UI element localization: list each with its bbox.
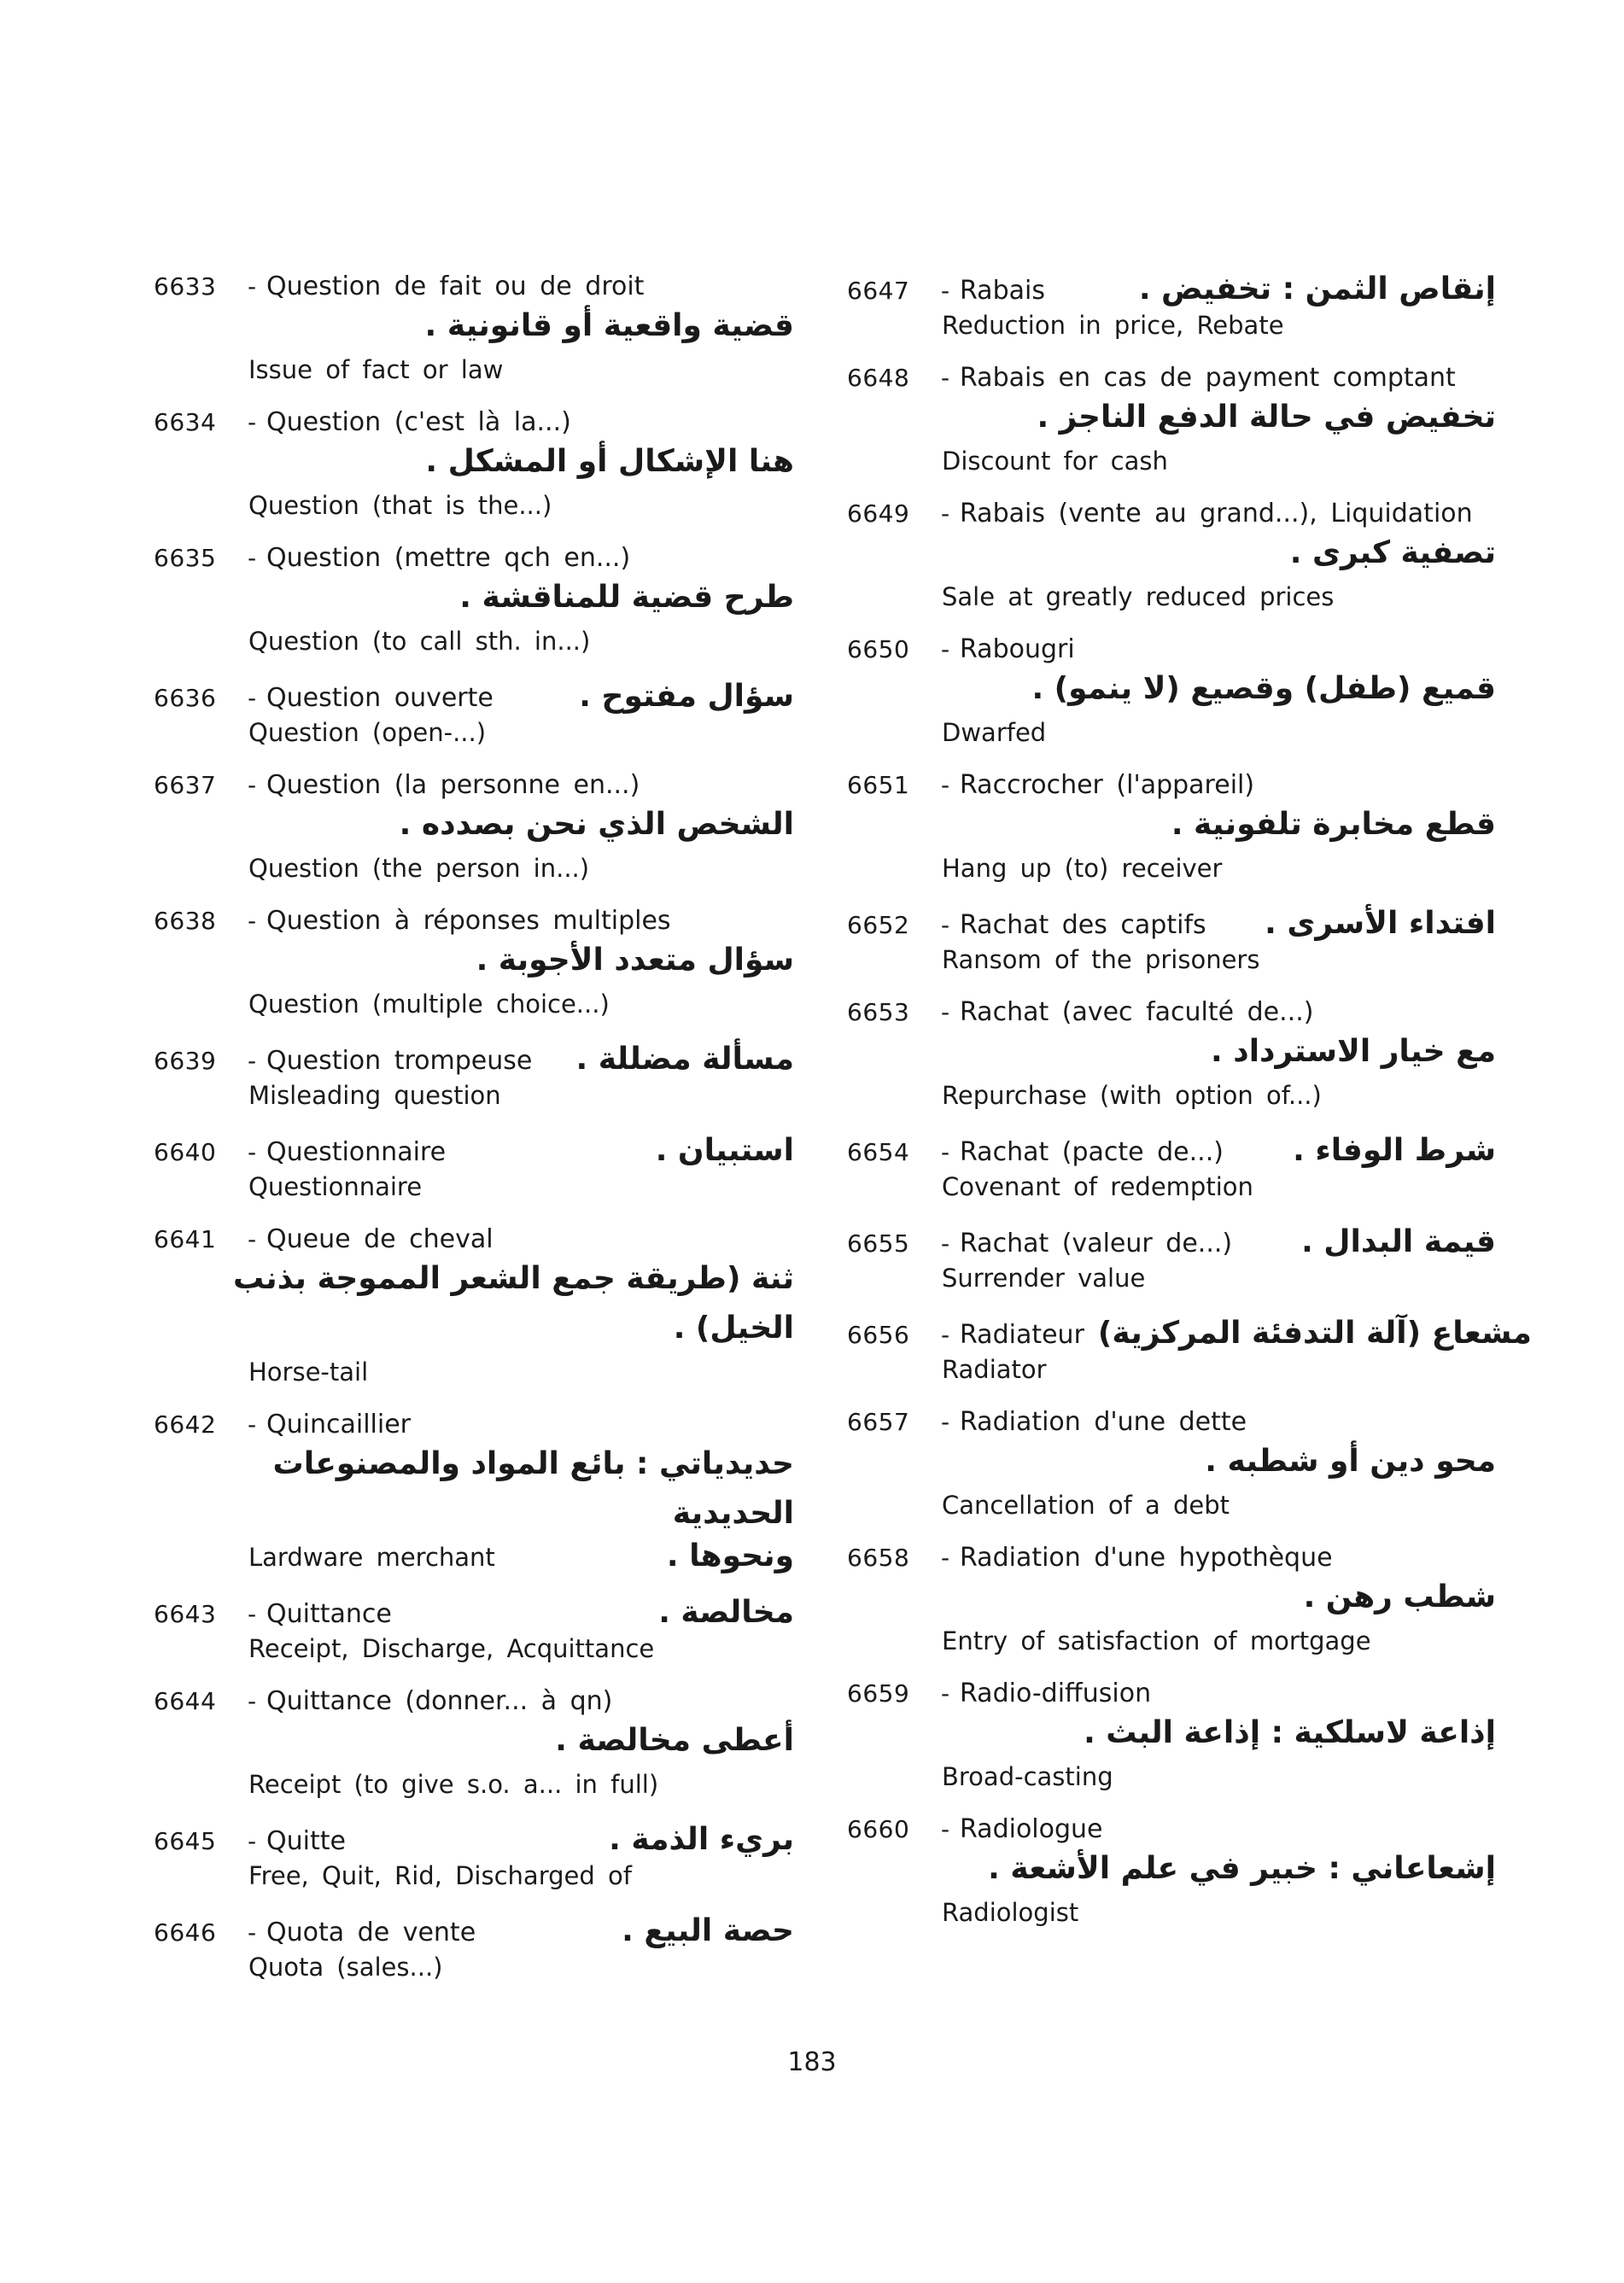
french-term: Question de fait ou de droit [266, 272, 645, 301]
entry-number: 6656 [847, 1321, 910, 1349]
entry-number: 6634 [154, 408, 217, 436]
arabic-term: قطع مخابرة تلفونية . [1171, 807, 1496, 842]
entry-6646: 6646 - Quota de vente حصة البيع . Quota (sales...) [154, 1913, 794, 1986]
french-term: Queue de cheval [266, 1224, 494, 1254]
arabic-term: إذاعة لاسلكية : إذاعة البث . [1084, 1715, 1496, 1750]
french-term: Rachat (avec faculté de...) [960, 997, 1314, 1027]
entry-number: 6638 [154, 907, 217, 935]
french-term: Question (mettre qch en...) [266, 543, 631, 573]
entry-number: 6657 [847, 1408, 910, 1436]
english-term: Free, Quit, Rid, Discharged of [248, 1861, 632, 1890]
french-term: Quincaillier [266, 1410, 411, 1439]
french-term: Quota de vente [266, 1918, 476, 1947]
right-column [847, 272, 1532, 1950]
english-term: Radiator [942, 1355, 1047, 1384]
english-term: Question (open-...) [248, 718, 487, 747]
entry-number: 6645 [154, 1827, 217, 1855]
arabic-term: شرط الوفاء . [1293, 1133, 1496, 1168]
entry-6637: 6637 - Question (la personne en...) الشخص الذي نحن بصدده . Question (the person in...) [154, 770, 794, 887]
english-term: Issue of fact or law [248, 355, 504, 384]
arabic-term: ثنة (طريقة جمع الشعر المموجة بذنب الخيل) . [232, 1261, 794, 1346]
french-term: Radio-diffusion [960, 1679, 1152, 1708]
arabic-term: مسألة مضللة . [575, 1042, 794, 1077]
english-term: Cancellation of a debt [942, 1491, 1230, 1520]
french-term: Rabougri [960, 634, 1075, 664]
entry-number: 6650 [847, 635, 910, 663]
page-number: 183 [787, 2047, 837, 2077]
french-term: Radiateur [960, 1320, 1084, 1350]
french-term: Rabais [960, 276, 1045, 306]
english-term: Surrender value [942, 1264, 1146, 1293]
entry-6645: 6645 - Quitte بريء الذمة . Free, Quit, Rid, Discharged of [154, 1822, 794, 1895]
entry-number: 6643 [154, 1600, 217, 1628]
arabic-term: حصة البيع . [622, 1913, 794, 1948]
arabic-term: مخالصة . [658, 1595, 794, 1630]
arabic-term: محو دين أو شطبه . [1205, 1444, 1496, 1479]
entry-number: 6641 [154, 1225, 217, 1253]
french-term: Radiation d'une dette [960, 1407, 1247, 1437]
english-term: Quota (sales...) [248, 1953, 443, 1982]
entry-6657: 6657 - Radiation d'une dette محو دين أو شطبه . Cancellation of a debt [847, 1407, 1496, 1524]
arabic-term: سؤال مفتوح . [579, 679, 794, 714]
english-term: Hang up (to) receiver [942, 854, 1223, 883]
french-term: Question (c'est là la...) [266, 407, 571, 437]
entry-number: 6636 [154, 684, 217, 712]
entry-6653: 6653 - Rachat (avec faculté de...) مع خيار الاسترداد . Repurchase (with option of...) [847, 997, 1496, 1114]
french-term: Raccrocher (l'appareil) [960, 770, 1255, 800]
french-term: Question à réponses multiples [266, 906, 671, 936]
entry-6651: 6651 - Raccrocher (l'appareil) قطع مخابرة تلفونية . Hang up (to) receiver [847, 770, 1496, 887]
arabic-term: حديدياتي : بائع المواد والمصنوعات الحديدية [272, 1446, 794, 1531]
english-term: Sale at greatly reduced prices [942, 582, 1335, 611]
english-term: Ransom of the prisoners [942, 945, 1260, 974]
arabic-term: إنقاص الثمن : تخفيض . [1138, 272, 1496, 307]
english-term: Radiologist [942, 1898, 1079, 1927]
entry-number: 6653 [847, 998, 910, 1026]
english-term: Question (the person in...) [248, 854, 590, 883]
entry-6650: 6650 - Rabougri قميع (طفل) وقصيع (لا ينمو) . Dwarfed [847, 634, 1496, 751]
english-term: Questionnaire [248, 1172, 423, 1201]
english-term: Receipt, Discharge, Acquittance [248, 1634, 655, 1663]
french-term: Rachat des captifs [960, 910, 1206, 940]
entry-number: 6660 [847, 1815, 910, 1843]
english-term: Question (multiple choice...) [248, 990, 610, 1019]
entry-6638: 6638 - Question à réponses multiples سؤال متعدد الأجوبة . Question (multiple choice...) [154, 906, 794, 1023]
english-term: Receipt (to give s.o. a... in full) [248, 1770, 659, 1799]
arabic-term: سؤال متعدد الأجوبة . [476, 943, 794, 978]
french-term: Rachat (valeur de...) [960, 1229, 1233, 1258]
entry-6648: 6648 - Rabais en cas de payment comptant تخفيض في حالة الدفع الناجز . Discount for cash [847, 363, 1496, 480]
english-term: Covenant of redemption [942, 1172, 1253, 1201]
entry-6644: 6644 - Quittance (donner... à qn) أعطى مخالصة . Receipt (to give s.o. a... in full) [154, 1686, 794, 1803]
entry-6652: 6652 - Rachat des captifs افتداء الأسرى . Ransom of the prisoners [847, 906, 1496, 978]
french-term: Radiologue [960, 1814, 1103, 1844]
english-term: Question (that is the...) [248, 491, 552, 520]
arabic-term: قميع (طفل) وقصيع (لا ينمو) . [1031, 671, 1496, 706]
english-term: Question (to call sth. in...) [248, 627, 591, 656]
entry-number: 6642 [154, 1410, 217, 1439]
entry-number: 6658 [847, 1544, 910, 1572]
entry-6658: 6658 - Radiation d'une hypothèque شطب رهن . Entry of satisfaction of mortgage [847, 1543, 1496, 1660]
entry-6656: 6656 - Radiateur مشعاع (آلة التدفئة المركزية) Radiator [847, 1316, 1496, 1388]
arabic-term-continued: ونحوها . [666, 1539, 794, 1574]
left-column [154, 272, 794, 2005]
entry-6634: 6634 - Question (c'est là la...) هنا الإشكال أو المشكل . Question (that is the...) [154, 407, 794, 524]
entry-6642: 6642 - Quincaillier حديدياتي : بائع المواد والمصنوعات الحديدية Lardware merchant ونحوها . [154, 1410, 794, 1576]
arabic-term: قيمة البدال . [1301, 1224, 1496, 1259]
french-term: Quitte [266, 1826, 346, 1856]
entry-6647: 6647 - Rabais إنقاص الثمن : تخفيض . Reduction in price, Rebate [847, 272, 1496, 344]
entry-6654: 6654 - Rachat (pacte de...) شرط الوفاء . Covenant of redemption [847, 1133, 1496, 1206]
arabic-term: استبيان . [655, 1133, 794, 1168]
entry-6643: 6643 - Quittance مخالصة . Receipt, Discharge, Acquittance [154, 1595, 794, 1667]
arabic-term: طرح قضية للمناقشة . [459, 580, 794, 615]
english-term: Repurchase (with option of...) [942, 1081, 1322, 1110]
entry-number: 6659 [847, 1679, 910, 1708]
entry-6639: 6639 - Question trompeuse مسألة مضللة . Misleading question [154, 1042, 794, 1114]
entry-number: 6633 [154, 272, 217, 301]
english-term: Entry of satisfaction of mortgage [942, 1626, 1371, 1655]
entry-number: 6640 [154, 1138, 217, 1166]
entry-number: 6655 [847, 1229, 910, 1258]
english-term: Dwarfed [942, 718, 1047, 747]
arabic-term: شطب رهن . [1303, 1579, 1496, 1614]
entry-6640: 6640 - Questionnaire استبيان . Questionnaire [154, 1133, 794, 1206]
english-term: Broad-casting [942, 1762, 1113, 1791]
arabic-term: هنا الإشكال أو المشكل . [425, 444, 794, 479]
english-term: Reduction in price, Rebate [942, 311, 1284, 340]
english-term: Misleading question [248, 1081, 501, 1110]
entry-6635: 6635 - Question (mettre qch en...) طرح قضية للمناقشة . Question (to call sth. in...) [154, 543, 794, 660]
entry-number: 6649 [847, 499, 910, 528]
entry-number: 6646 [154, 1918, 217, 1947]
arabic-term: الشخص الذي نحن بصدده . [399, 807, 794, 842]
entry-6636: 6636 - Question ouverte سؤال مفتوح . Question (open-...) [154, 679, 794, 751]
entry-6655: 6655 - Rachat (valeur de...) قيمة البدال . Surrender value [847, 1224, 1496, 1297]
french-term: Question (la personne en...) [266, 770, 640, 800]
entry-6649: 6649 - Rabais (vente au grand...), Liquidation تصفية كبرى . Sale at greatly reduced prices [847, 499, 1496, 616]
entry-number: 6637 [154, 771, 217, 799]
entry-number: 6652 [847, 911, 910, 939]
arabic-term: مشعاع (آلة التدفئة المركزية) [1097, 1316, 1532, 1351]
entry-number: 6648 [847, 364, 910, 392]
french-term: Questionnaire [266, 1137, 447, 1167]
french-term: Rabais (vente au grand...), Liquidation [960, 499, 1473, 528]
french-term: Rachat (pacte de...) [960, 1137, 1224, 1167]
arabic-term: إشعاعاني : خبير في علم الأشعة . [988, 1851, 1496, 1886]
arabic-term: مع خيار الاسترداد . [1211, 1034, 1496, 1069]
french-term: Rabais en cas de payment comptant [960, 363, 1456, 393]
french-term: Quittance (donner... à qn) [266, 1686, 613, 1716]
entry-6659: 6659 - Radio-diffusion إذاعة لاسلكية : إذاعة البث . Broad-casting [847, 1679, 1496, 1795]
english-term: Discount for cash [942, 447, 1168, 476]
arabic-term: تصفية كبرى . [1289, 535, 1496, 570]
entry-number: 6654 [847, 1138, 910, 1166]
english-term: Lardware merchant [248, 1543, 495, 1572]
arabic-term: أعطى مخالصة . [555, 1723, 794, 1758]
entry-6633: 6633 - Question de fait ou de droit قضية واقعية أو قانونية . Issue of fact or law [154, 272, 794, 388]
entry-number: 6647 [847, 277, 910, 305]
entry-6660: 6660 - Radiologue إشعاعاني : خبير في علم الأشعة . Radiologist [847, 1814, 1496, 1931]
french-term: Question trompeuse [266, 1046, 533, 1076]
arabic-term: افتداء الأسرى . [1265, 906, 1496, 941]
entry-6641: 6641 - Queue de cheval ثنة (طريقة جمع الشعر المموجة بذنب الخيل) . Horse-tail [154, 1224, 794, 1391]
french-term: Question ouverte [266, 683, 494, 713]
entry-number: 6644 [154, 1687, 217, 1715]
french-term: Radiation d'une hypothèque [960, 1543, 1333, 1573]
arabic-term: قضية واقعية أو قانونية . [424, 308, 794, 343]
entry-number: 6651 [847, 771, 910, 799]
arabic-term: تخفيض في حالة الدفع الناجز . [1037, 400, 1496, 435]
french-term: Quittance [266, 1599, 392, 1629]
english-term: Horse-tail [248, 1358, 369, 1387]
entry-number: 6635 [154, 544, 217, 572]
entry-number: 6639 [154, 1047, 217, 1075]
arabic-term: بريء الذمة . [609, 1822, 794, 1857]
